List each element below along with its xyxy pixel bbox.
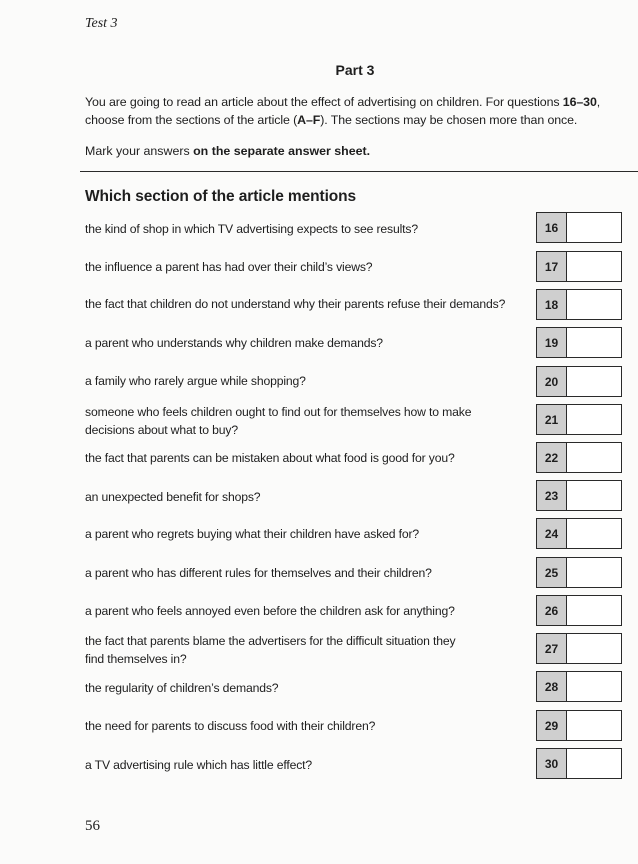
page-number: 56 — [85, 818, 100, 834]
answer-box[interactable] — [567, 595, 622, 626]
question-row — [0, 633, 638, 667]
question-row — [0, 557, 638, 591]
question-text: the influence a parent has had over their child’s views? — [85, 260, 373, 274]
question-number: 25 — [536, 557, 567, 588]
question-number: 29 — [536, 710, 567, 741]
answer-box[interactable] — [567, 212, 622, 243]
instructions — [85, 93, 638, 129]
question-row — [0, 289, 638, 323]
instructions-line-1: You are going to read an article about the effect of advertising on children. For questions 16–30, — [85, 95, 601, 109]
answer-box[interactable] — [567, 557, 622, 588]
answer-box[interactable] — [567, 480, 622, 511]
question-row — [0, 595, 638, 629]
answer-box[interactable] — [567, 748, 622, 779]
question-row — [0, 442, 638, 476]
question-number: 23 — [536, 480, 567, 511]
question-number: 24 — [536, 518, 567, 549]
question-number: 27 — [536, 633, 567, 664]
question-text: a parent who regrets buying what their children have asked for? — [85, 527, 420, 541]
question-number: 21 — [536, 404, 567, 435]
question-number: 17 — [536, 251, 567, 282]
question-text: a family who rarely argue while shopping? — [85, 374, 306, 388]
question-range: 16–30 — [562, 95, 597, 109]
question-number: 22 — [536, 442, 567, 473]
question-text: the need for parents to discuss food with their children? — [85, 719, 376, 733]
question-text: a TV advertising rule which has little effect? — [85, 758, 313, 772]
question-text: the regularity of children’s demands? — [85, 681, 279, 695]
question-row — [0, 710, 638, 744]
question-number: 19 — [536, 327, 567, 358]
question-text: the fact that parents blame the advertisers for the difficult situation they find themselves in? — [85, 634, 456, 666]
answer-box[interactable] — [567, 671, 622, 702]
instructions-line-2: choose from the sections of the article (A–F). The sections may be chosen more than once. — [85, 113, 578, 127]
question-number: 20 — [536, 366, 567, 397]
running-head: Test 3 — [85, 16, 118, 31]
section-range: A–F — [297, 113, 321, 127]
question-row — [0, 212, 638, 246]
question-text: the kind of shop in which TV advertising expects to see results? — [85, 222, 418, 236]
answer-box[interactable] — [567, 251, 622, 282]
question-row — [0, 366, 638, 400]
answer-box[interactable] — [567, 442, 622, 473]
answer-sheet-note: Mark your answers on the separate answer sheet. — [85, 144, 371, 158]
divider — [80, 171, 638, 172]
answer-box[interactable] — [567, 518, 622, 549]
answer-box[interactable] — [567, 327, 622, 358]
question-text: a parent who feels annoyed even before the children ask for anything? — [85, 604, 455, 618]
question-text: a parent who understands why children make demands? — [85, 336, 383, 350]
answer-box[interactable] — [567, 710, 622, 741]
question-number: 16 — [536, 212, 567, 243]
question-text: a parent who has different rules for themselves and their children? — [85, 566, 432, 580]
question-row — [0, 748, 638, 782]
question-row — [0, 518, 638, 552]
question-row — [0, 251, 638, 285]
answer-box[interactable] — [567, 633, 622, 664]
question-text: someone who feels children ought to find out for themselves how to make decisions about what to buy? — [85, 405, 472, 437]
answer-box[interactable] — [567, 289, 622, 320]
question-text: an unexpected benefit for shops? — [85, 490, 261, 504]
answer-box[interactable] — [567, 366, 622, 397]
question-row — [0, 671, 638, 705]
question-row — [0, 327, 638, 361]
question-row — [0, 404, 638, 438]
part-title: Part 3 — [335, 62, 375, 78]
answer-box[interactable] — [567, 404, 622, 435]
question-number: 26 — [536, 595, 567, 626]
question-text: the fact that children do not understand why their parents refuse their demands? — [85, 297, 506, 311]
question-text: the fact that parents can be mistaken about what food is good for you? — [85, 451, 455, 465]
question-number: 28 — [536, 671, 567, 702]
question-row — [0, 480, 638, 514]
question-number: 30 — [536, 748, 567, 779]
section-heading: Which section of the article mentions — [85, 188, 357, 205]
question-number: 18 — [536, 289, 567, 320]
